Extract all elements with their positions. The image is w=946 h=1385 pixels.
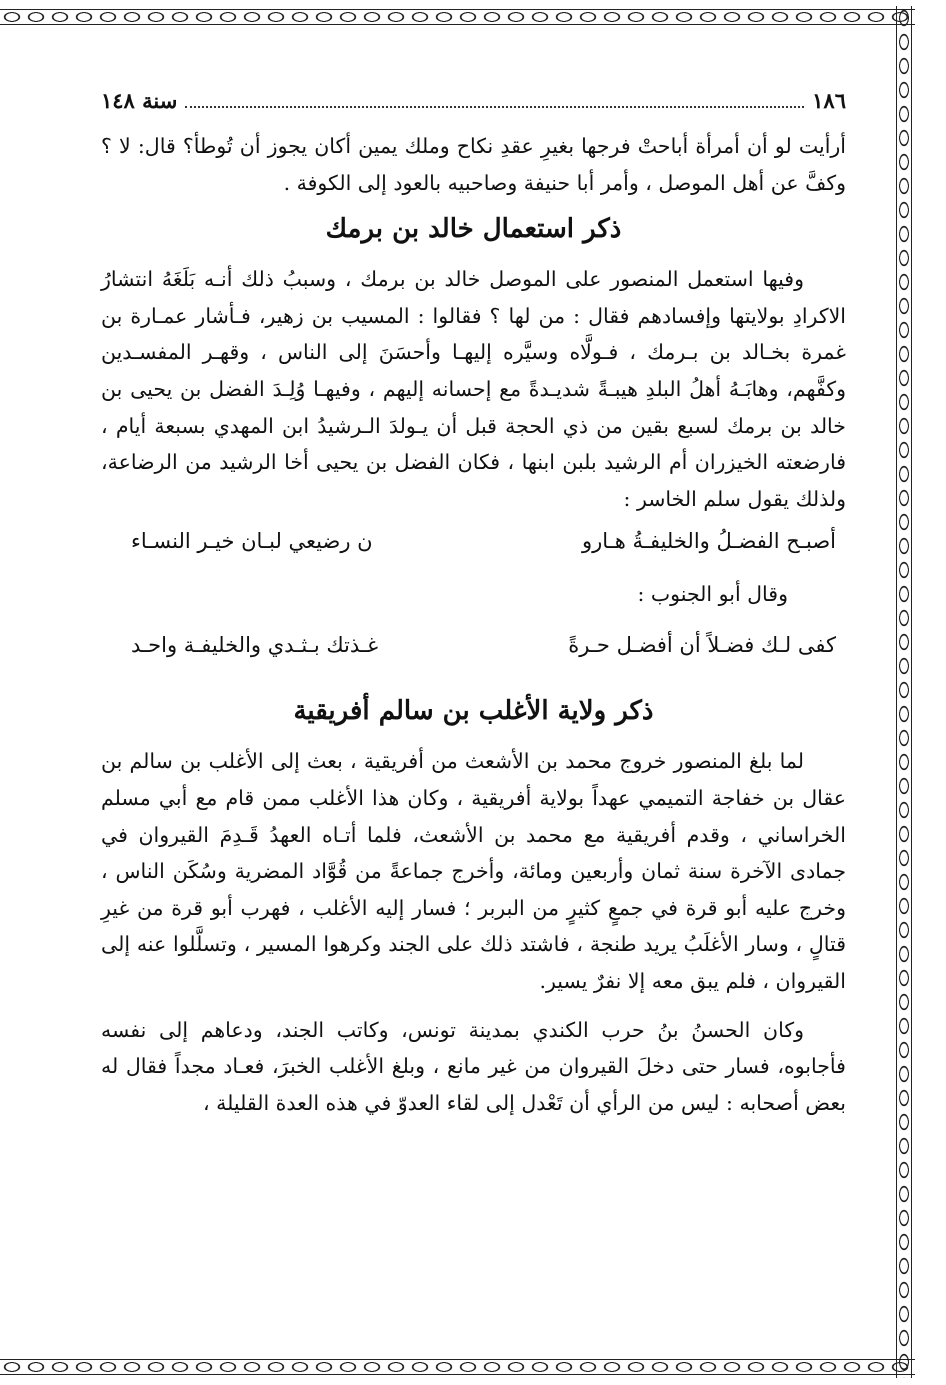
body-paragraph — [101, 1012, 846, 1122]
section-heading: ذكر استعمال خالد بن برمك — [325, 214, 622, 245]
text-line: لا ؟ وكفَّ عن أهل الموصل ، وأمر أبا حنيفة وصاحبيه بالعود إلى الكوفة . — [101, 134, 846, 195]
year-label: سنة ١٤٨ — [101, 88, 178, 113]
text-line: عمـارة بن غمرة بخـالد بن بـرمك ، فـولَّاه وسيَّره إليهـا وأحسَنَ إلى الناس ، وقهـر — [101, 303, 846, 365]
intro-paragraph — [101, 128, 846, 201]
poem-verse — [101, 621, 846, 669]
text-line: وفيها استعمل المنصور على الموصل خالد بن برمك ، وسببُ ذلك أنـه بَلَغَهُ — [161, 267, 804, 292]
text-line: أرأيت لو أن أمرأة أباحتْ فرجها بغيرِ عقدِ نكاح وملك يمين أكان يجوز أن تُوطأ؟ قال: — [137, 134, 846, 158]
page-number: ١٨٦ — [812, 88, 846, 113]
page-body — [101, 88, 846, 1121]
text-line: فقال له بعض أصحابه : ليس من الرأي أن تَعْدل إلى لقاء العدوّ في هذه العدة القليلة ، — [101, 1054, 846, 1115]
verse-first-hemistich: كفى لـك فضـلاً أن أفضـل حـرةً — [568, 633, 836, 658]
verse-second-hemistich: ن رضيعي لبـان خيـر النسـاء — [131, 529, 373, 554]
text-line: لما بلغ المنصور خروج محمد بن الأشعث من أفريقية ، بعث إلى الأغلب بن — [180, 749, 804, 774]
text-line: أخا الرشيد من الرضاعة، ولذلك يقول سلم الخاسر : — [101, 450, 846, 511]
ornamental-border-bottom — [0, 1356, 915, 1378]
text-line: انتشارُ الاكرادِ بولايتها وإفسادهم فقال : من لها ؟ فقالوا : المسيب بن زهير، فـأشار — [101, 267, 846, 328]
header-dotted-leader — [185, 105, 804, 108]
text-line: أبي مسلم الخراساني ، وقدم أفريقية مع محمد بن الأشعث، فلما أتـاه العهدُ قَـدِمَ — [101, 785, 846, 847]
body-paragraph — [101, 261, 846, 517]
verse-second-hemistich: غـذتك بـثـدي والخليفـة واحـد — [131, 633, 379, 658]
running-header — [101, 88, 846, 114]
ornamental-border-right — [893, 6, 915, 1378]
text-line: المفسـدين وكفَّهم، وهابَـهُ أهلُ البلدِ هيبـةً شديـدةً مع إحسانه إليهم ، وفيهـا وُلِـدَ — [101, 340, 846, 401]
text-line: وكان الحسنُ بنُ حرب الكندي بمدينة تونس، وكاتب الجند، ودعاهم إلى نفسه — [101, 1017, 804, 1042]
text-line: فأجابوه، فسار حتى دخلَ القيروان من غير مانع ، وبلغ الأغلب الخبرَ، فعـاد مجداً — [174, 1054, 846, 1079]
body-paragraph — [101, 743, 846, 999]
text-line: المسير ، وتسلَّلوا عنه إلى القيروان ، فلم يبق معه إلا نفرٌ يسير. — [101, 932, 846, 993]
text-line: وسُكَن الناس ، وخرج عليه أبو قرة في جمعٍ كثيرٍ من البربر ؛ فسار إليه الأغلب ، — [101, 859, 846, 920]
verse-first-hemistich: أصبـح الفضـلُ والخليفـةُ هـارو — [581, 529, 836, 554]
text-line: فهرب أبو قرة من غيرِ قتالٍ ، وسار الأغلَبُ يريد طنجة ، فاشتد ذلك على الجند وكرهوا — [101, 895, 846, 957]
poem-verse — [101, 517, 846, 565]
text-line: ابن المهدي بسبعة أيام ، فارضعته الخيزران أم الرشيد بلبن ابنها ، فكان الفضل بن يحيى — [101, 413, 846, 475]
section-heading: ذكر ولاية الأغلب بن سالم أفريقية — [293, 696, 654, 727]
text-line: سالم بن عقال بن خفاجة التميمي عهداً بولاية أفريقية ، وكان هذا الأغلب ممن قام مع — [101, 749, 846, 810]
ornamental-border-top — [0, 6, 915, 28]
text-line: القيروان في جمادى الآخرة سنة ثمان وأربعين ومائة، وأخرج جماعةً من قُوَّاد المضرية — [101, 822, 846, 884]
verse-attribution: وقال أبو الجنوب : — [637, 582, 788, 607]
text-line: الفضل بن يحيى بن خالد بن برمك لسبع بقين من ذي الحجة قبل أن يـولدَ الـرشيدُ — [101, 376, 846, 438]
